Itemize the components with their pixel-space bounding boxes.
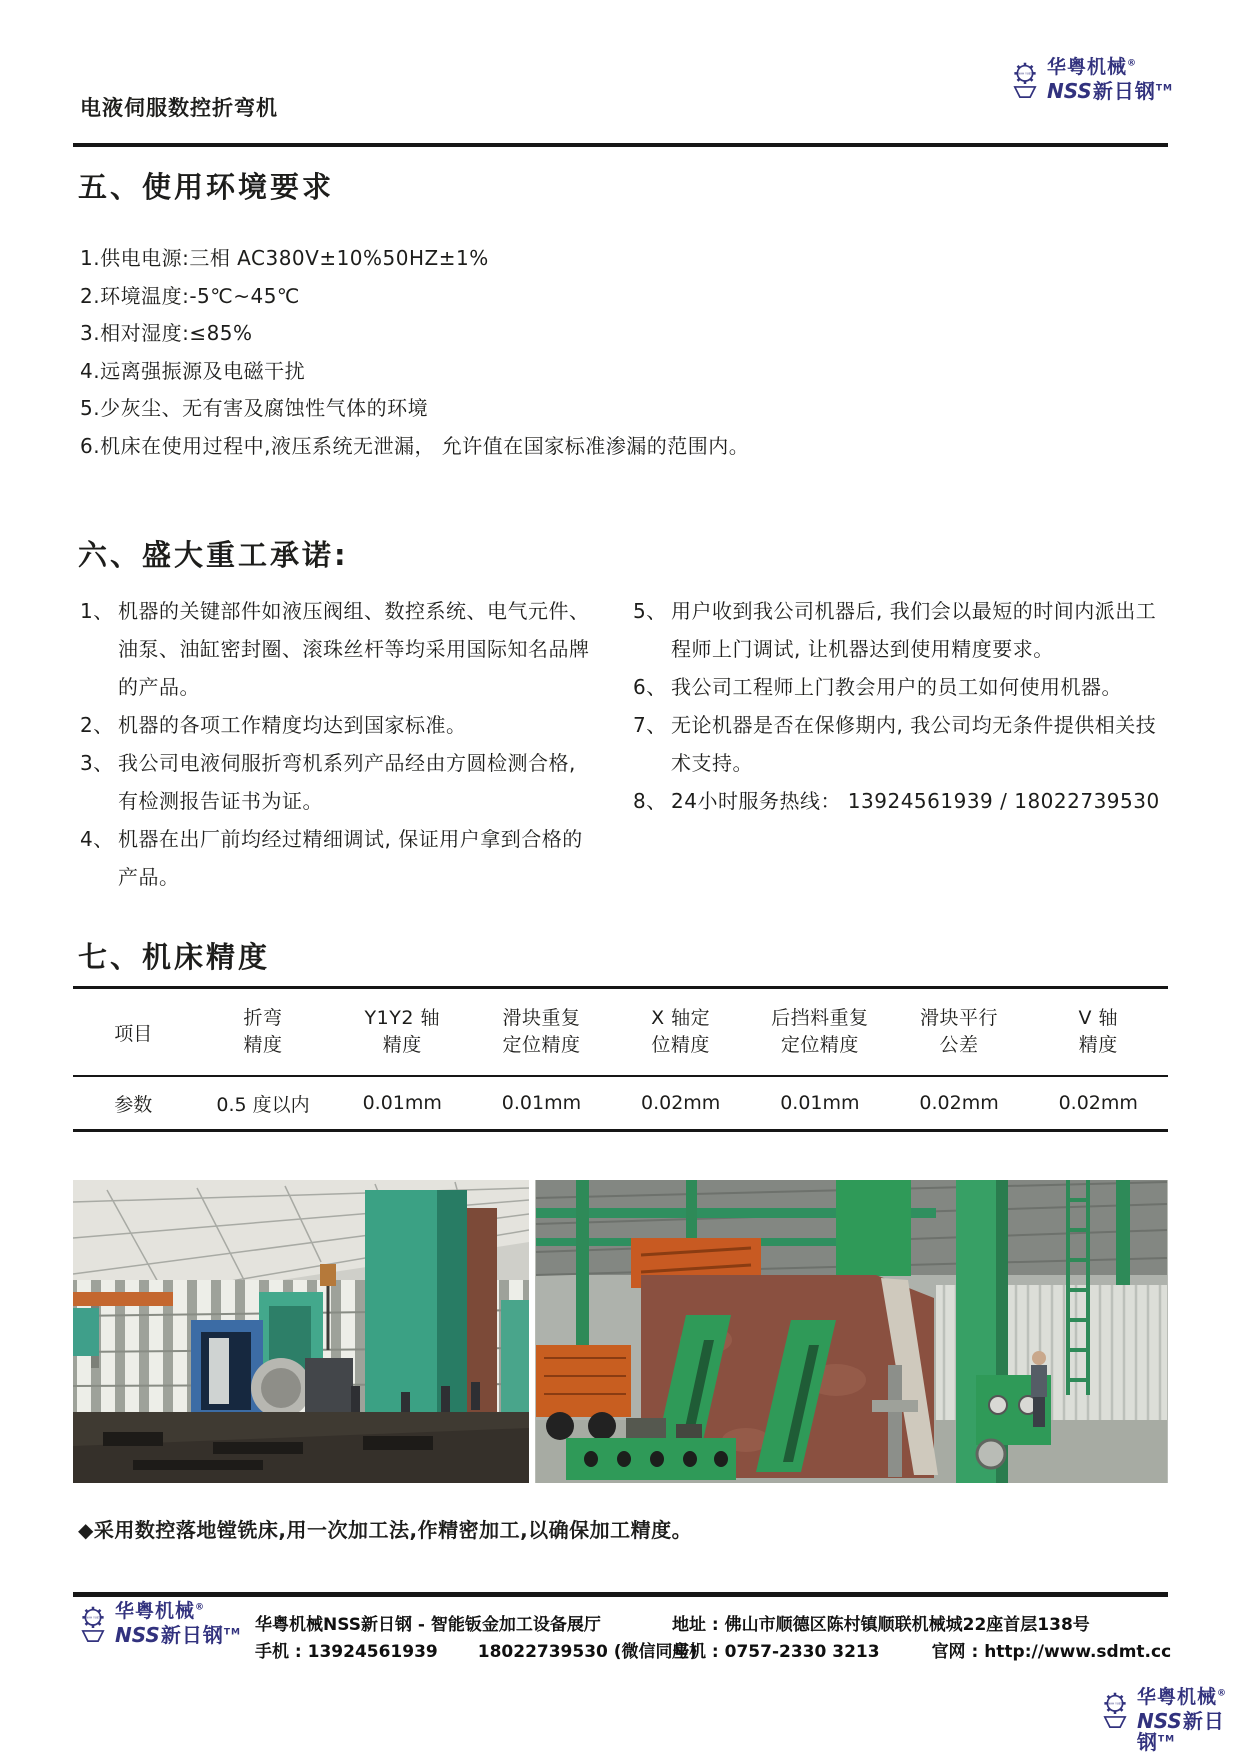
brand-text xyxy=(115,1602,241,1646)
footer-address: 地址 : 佛山市顺德区陈村镇顺联机械城22座首层138号 xyxy=(672,1615,1090,1635)
reg-mark: ® xyxy=(195,1602,206,1613)
list-item: 5.少灰尘、无有害及腐蚀性气体的环境 xyxy=(80,396,429,420)
brand-text xyxy=(1137,1688,1241,1753)
section-env-title: 五、使用环境要求 xyxy=(78,170,335,204)
footer-mobile: 手机 : 13924561939 18022739530 (微信同号) xyxy=(255,1642,698,1662)
promise-list-left xyxy=(80,592,600,896)
list-item xyxy=(80,592,600,706)
column-header: 后挡料重复 定位精度 xyxy=(771,1007,869,1056)
item-text: 我公司工程师上门教会用户的员工如何使用机器。 xyxy=(671,675,1122,699)
item-text: 24小时服务热线： 13924561939 / 18022739530 xyxy=(671,789,1160,813)
brand-logo-header xyxy=(1008,58,1173,102)
precision-table xyxy=(73,986,1168,1132)
factory-photo-workshop-art xyxy=(73,1180,529,1483)
brand-text xyxy=(1047,58,1173,102)
gear-icon xyxy=(1008,60,1042,102)
item-text: 无论机器是否在保修期内, 我公司均无条件提供相关技术支持。 xyxy=(671,713,1157,775)
row-label: 参数 xyxy=(114,1093,153,1116)
table-cell: 0.5 度以内 xyxy=(216,1093,310,1116)
item-text: 机器的关键部件如液压阀组、数控系统、电气元件、油泵、油缸密封圈、滚珠丝杆等均采用国际知名品牌的产品。 xyxy=(118,599,590,699)
brand-name: 华粤机械 xyxy=(115,1600,196,1622)
item-number: 4、 xyxy=(80,827,114,851)
footer-website: 官网 : http://www.sdmt.cc xyxy=(931,1642,1172,1662)
list-item: 2.环境温度:-5℃~45℃ xyxy=(80,283,300,308)
brand-name: 华粤机械 xyxy=(1137,1686,1218,1708)
column-header: X 轴定 位精度 xyxy=(651,1007,711,1056)
brand-logo-footer xyxy=(76,1602,241,1646)
brand-sub: 新日钢 xyxy=(1092,78,1156,103)
list-item xyxy=(633,782,1168,820)
column-header: V 轴 精度 xyxy=(1078,1007,1119,1056)
section-precision-title: 七、机床精度 xyxy=(78,940,271,974)
table-cell: 0.01mm xyxy=(780,1092,860,1114)
factory-photo-machining-art xyxy=(535,1180,1168,1483)
list-item xyxy=(633,706,1168,782)
column-header: 折弯 精度 xyxy=(243,1007,283,1056)
header-rule xyxy=(73,143,1168,147)
footer-showroom: 华粤机械NSS新日钢 - 智能钣金加工设备展厅 xyxy=(255,1615,601,1635)
factory-photo-machining xyxy=(535,1180,1168,1483)
document-title: 电液伺服数控折弯机 xyxy=(80,96,278,120)
footer-phone-web: 座机 : 0757-2330 3213 官网 : http://www.sdmt.cc xyxy=(672,1642,1172,1662)
list-item: 4.远离强振源及电磁干扰 xyxy=(80,358,306,383)
reg-mark: ® xyxy=(1127,58,1138,69)
gear-icon xyxy=(1098,1690,1132,1732)
table-cell: 0.02mm xyxy=(1058,1092,1138,1114)
list-item xyxy=(633,668,1168,706)
factory-photo-workshop xyxy=(73,1180,529,1483)
item-number: 5、 xyxy=(633,599,667,623)
table-row xyxy=(73,1077,1168,1129)
column-header: 滑块重复 定位精度 xyxy=(502,1007,581,1056)
table-cell: 0.02mm xyxy=(919,1092,999,1114)
gear-icon xyxy=(76,1604,110,1646)
table-cell: 0.01mm xyxy=(501,1092,582,1114)
item-number: 2、 xyxy=(80,713,114,737)
tm-mark: TM xyxy=(1158,1734,1176,1745)
list-item xyxy=(80,744,600,820)
list-item xyxy=(80,706,600,744)
env-requirements-list xyxy=(80,240,1020,465)
list-item xyxy=(80,820,600,896)
column-header: Y1Y2 轴 精度 xyxy=(364,1007,440,1056)
brand-sub: 新日钢 xyxy=(160,1622,224,1647)
item-number: 7、 xyxy=(633,713,667,737)
footer-contact-right xyxy=(672,1612,1171,1666)
tm-mark: TM xyxy=(223,1627,241,1638)
list-item: 3.相对湿度:≤85% xyxy=(80,321,253,345)
item-text: 用户收到我公司机器后, 我们会以最短的时间内派出工程师上门调试, 让机器达到使用精度要求。 xyxy=(671,599,1157,661)
tm-mark: TM xyxy=(1155,83,1173,94)
brand-logo-bottom xyxy=(1098,1688,1241,1753)
brand-sub: 新日钢 xyxy=(1137,1708,1225,1754)
item-number: 8、 xyxy=(633,789,667,813)
footer-rule xyxy=(73,1592,1168,1597)
table-header-row xyxy=(73,989,1168,1077)
svg-text:WAH YUET: WAH YUET xyxy=(1017,71,1033,76)
list-item xyxy=(633,592,1168,668)
svg-text:WAH YUET: WAH YUET xyxy=(85,1615,101,1620)
list-item: 6.机床在使用过程中,液压系统无泄漏， 允许值在国家标准渗漏的范围内。 xyxy=(80,433,750,458)
table-cell: 0.01mm xyxy=(362,1092,442,1114)
item-text: 机器的各项工作精度均达到国家标准。 xyxy=(118,713,467,737)
section-promise-title: 六、盛大重工承诺: xyxy=(78,538,349,572)
brand-nss: NSS xyxy=(115,1622,160,1647)
item-number: 1、 xyxy=(80,599,114,623)
promise-list-right xyxy=(633,592,1168,820)
photo-strip xyxy=(73,1180,1168,1483)
brand-name: 华粤机械 xyxy=(1047,56,1128,78)
column-header: 滑块平行 公差 xyxy=(920,1007,999,1056)
column-header: 项目 xyxy=(114,1022,153,1045)
svg-text:WAH YUET: WAH YUET xyxy=(1107,1701,1123,1706)
item-number: 3、 xyxy=(80,751,114,775)
brand-nss: NSS xyxy=(1047,78,1092,103)
brand-nss: NSS xyxy=(1137,1708,1182,1733)
footer-contact-left xyxy=(255,1612,697,1666)
item-text: 我公司电液伺服折弯机系列产品经由方圆检测合格, 有检测报告证书为证。 xyxy=(118,751,576,813)
item-number: 6、 xyxy=(633,675,667,699)
list-item: 1.供电电源:三相 AC380V±10%50HZ±1% xyxy=(80,246,489,270)
photo-caption: ◆采用数控落地镗铣床,用一次加工法,作精密加工,以确保加工精度。 xyxy=(78,1518,693,1542)
reg-mark: ® xyxy=(1217,1688,1228,1699)
table-cell: 0.02mm xyxy=(640,1092,721,1114)
item-text: 机器在出厂前均经过精细调试, 保证用户拿到合格的产品。 xyxy=(118,827,583,889)
